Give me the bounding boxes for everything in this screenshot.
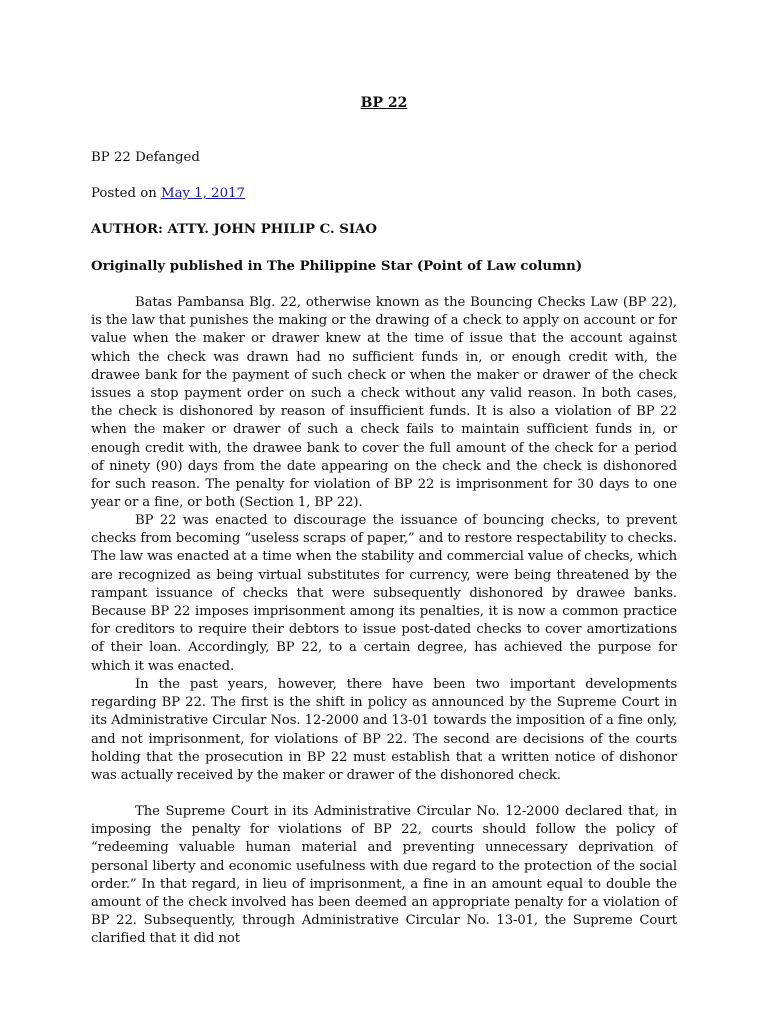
paragraph-1: Batas Pambansa Blg. 22, otherwise known as the Bouncing Checks Law (BP 22), is the law that punishes the making or the drawing of a check to apply on account or for value when the maker or drawer knew at the time of issue that the account against which the check was drawn had no sufficient funds in, or enough credit with, the drawee bank for the payment of such check or when the maker or drawer of the check issues a stop payment order on such a check without any valid reason. In both cases, the check is dishonored by reason of insufficient funds. It is also a violation of BP 22 when the maker or drawer of such a check fails to maintain sufficient funds in, or enough credit with, the drawee bank to cover the full amount of the check for a period of ninety (90) days from the date appearing on the check and the check is dishonored for such reason. The penalty for violation of BP 22 is imprisonment for 30 days to one year or a fine, or both (Section 1, BP 22). [91, 295, 677, 511]
paragraph-2: BP 22 was enacted to discourage the issuance of bouncing checks, to prevent checks from becoming “useless scraps of paper,” and to restore respectability to checks. The law was enacted at a time when the stability and commercial value of checks, which are recognized as being virtual substitutes for currency, were being threatened by the rampant issuance of checks that were subsequently dishonored by drawee banks. Because BP 22 imposes imprisonment among its penalties, it is now a common practice for creditors to require their debtors to issue post-dated checks to cover amortizations of their loan. Accordingly, BP 22, to a certain degree, has achieved the purpose for which it was enacted. [91, 513, 677, 674]
published-line: Originally published in The Philippine Star (Point of Law column) [91, 259, 583, 274]
posted-line [91, 185, 245, 203]
author-line: AUTHOR: ATTY. JOHN PHILIP C. SIAO [91, 222, 378, 237]
posted-label: Posted on [91, 186, 161, 201]
posted-date-link[interactable]: May 1, 2017 [160, 186, 246, 201]
paragraph-4: The Supreme Court in its Administrative Circular No. 12-2000 declared that, in imposing the penalty for violations of BP 22, courts should follow the policy of “redeeming valuable human material and preventing unnecessary deprivation of personal liberty and economic usefulness with due regard to the protection of the social order.” In that regard, in lieu of imprisonment, a fine in an amount equal to double the amount of the check involved has been deemed an appropriate penalty for a violation of BP 22. Subsequently, through Administrative Circular No. 13-01, the Supreme Court clarified that it did not [91, 804, 677, 947]
document-title: BP 22 [360, 95, 408, 111]
paragraph-3: In the past years, however, there have been two important developments regarding BP 22. The first is the shift in policy as announced by the Supreme Court in its Administrative Circular Nos. 12-2000 and 13-01 towards the imposition of a fine only, and not imprisonment, for violations of BP 22. The second are decisions of the courts holding that the prosecution in BP 22 must establish that a written notice of dishonor was actually received by the maker or drawer of the dishonored check. [91, 677, 677, 784]
document-subtitle: BP 22 Defanged [91, 150, 200, 165]
